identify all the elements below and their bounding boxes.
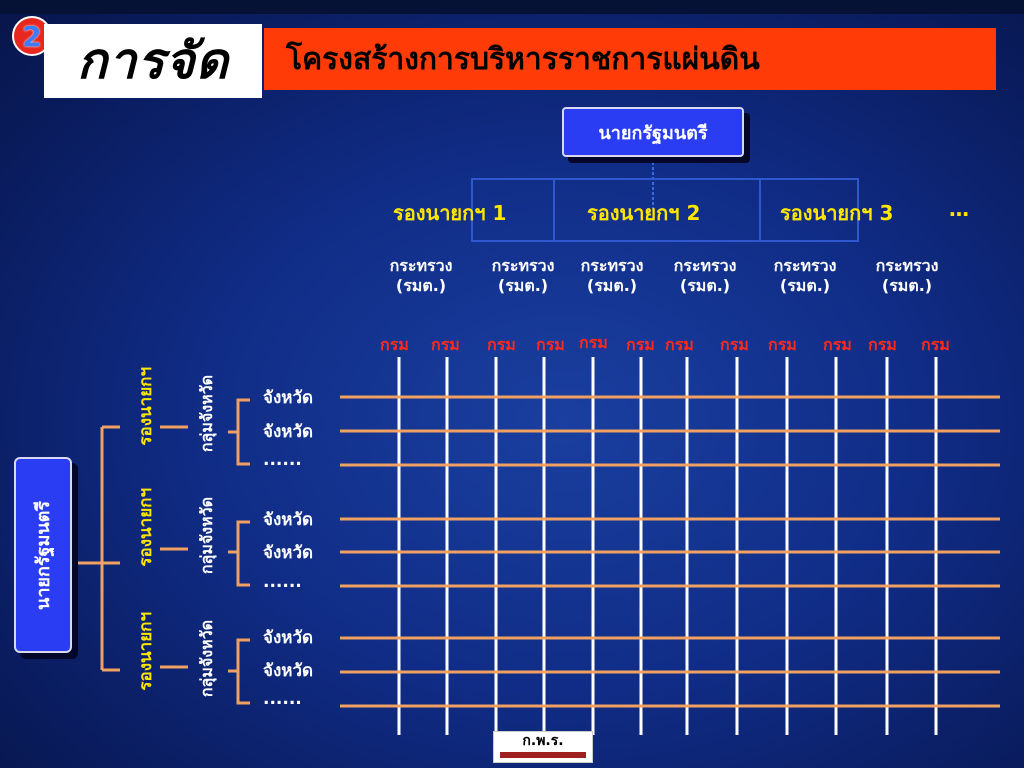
deputy-more: … — [949, 197, 969, 221]
department-6: กรม — [626, 335, 655, 354]
province-group-3: กลุ่มจังหวัด — [197, 620, 216, 698]
deputy-pm-1: รองนายกฯ 1 — [393, 201, 507, 225]
department-1: กรม — [380, 335, 409, 354]
department-2: กรม — [431, 335, 460, 354]
ministry-label: กระทรวง — [389, 256, 453, 275]
deputy-pm-3: รองนายกฯ 3 — [780, 201, 894, 225]
department-9: กรม — [768, 335, 797, 354]
ministry-3 — [567, 256, 657, 296]
ministry-label: กระทรวง — [773, 256, 837, 275]
department-12: กรม — [921, 335, 950, 354]
province-3-2: จังหวัด — [263, 661, 314, 681]
ministry-label: กระทรวง — [580, 256, 644, 275]
ministry-1 — [376, 256, 466, 296]
left-deputy-1: รองนายกฯ — [136, 367, 156, 446]
ministry-5 — [760, 256, 850, 296]
logo-stripe — [500, 752, 586, 758]
province-1-more: ...... — [263, 450, 302, 470]
minister-label: (รมต.) — [881, 276, 933, 295]
title-box — [44, 24, 262, 98]
ministry-label: กระทรวง — [875, 256, 939, 275]
prime-minister-vertical-label: นายกรัฐมนตรี — [32, 500, 54, 610]
prime-minister-vertical-box — [14, 457, 72, 653]
province-group-1: กลุ่มจังหวัด — [197, 375, 216, 453]
prime-minister-box — [562, 107, 744, 157]
section-number: 2 — [22, 19, 42, 53]
department-7: กรม — [665, 335, 694, 354]
opdc-logo — [493, 731, 593, 763]
department-10: กรม — [823, 335, 852, 354]
province-3-more: ...... — [263, 689, 302, 709]
ministry-4 — [660, 256, 750, 296]
department-8: กรม — [720, 335, 749, 354]
ministry-label: กระทรวง — [673, 256, 737, 275]
province-1-2: จังหวัด — [263, 422, 314, 442]
province-horizontal-lines — [340, 397, 1000, 706]
logo-text: ก.พ.ร. — [522, 733, 564, 749]
left-deputy-2: รองนายกฯ — [136, 488, 156, 567]
subtitle-bar — [264, 28, 996, 90]
province-group-2: กลุ่มจังหวัด — [197, 497, 216, 575]
ministry-label: กระทรวง — [491, 256, 555, 275]
department-4: กรม — [536, 335, 565, 354]
deputy-pm-2: รองนายกฯ 2 — [587, 201, 701, 225]
province-2-more: ...... — [263, 572, 302, 592]
province-2-2: จังหวัด — [263, 543, 314, 563]
ministry-6 — [862, 256, 952, 296]
minister-label: (รมต.) — [679, 276, 731, 295]
prime-minister-label: นายกรัฐมนตรี — [598, 122, 708, 144]
department-3: กรม — [487, 335, 516, 354]
department-vertical-lines — [399, 357, 936, 735]
page-subtitle: โครงสร้างการบริหารราชการแผ่นดิน — [286, 41, 760, 77]
department-5: กรม — [579, 333, 608, 352]
minister-label: (รมต.) — [497, 276, 549, 295]
minister-label: (รมต.) — [779, 276, 831, 295]
ministry-2 — [478, 256, 568, 296]
left-deputy-3: รองนายกฯ — [136, 612, 156, 691]
minister-label: (รมต.) — [586, 276, 638, 295]
left-tree-connectors — [72, 400, 250, 703]
province-2-1: จังหวัด — [263, 510, 314, 530]
province-1-1: จังหวัด — [263, 388, 314, 408]
page-title: การจัด — [77, 31, 229, 90]
minister-label: (รมต.) — [395, 276, 447, 295]
province-3-1: จังหวัด — [263, 628, 314, 648]
department-11: กรม — [868, 335, 897, 354]
